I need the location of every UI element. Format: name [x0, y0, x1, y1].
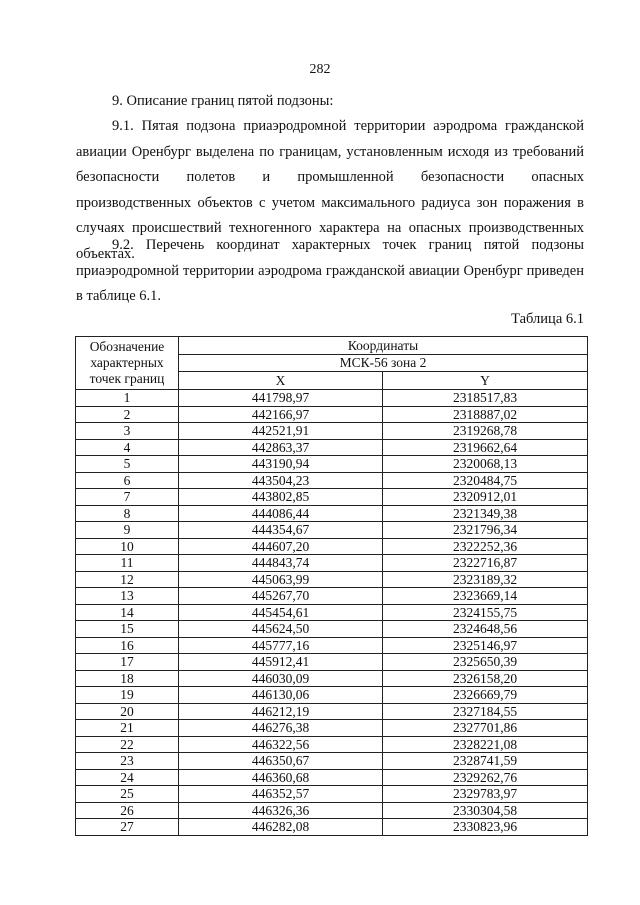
x-coordinate-cell: 445624,50	[179, 621, 383, 638]
table-row	[76, 736, 588, 753]
y-coordinate-cell: 2324648,56	[383, 621, 588, 638]
point-number-cell: 13	[76, 588, 179, 605]
table-row	[76, 802, 588, 819]
table-row	[76, 571, 588, 588]
table-row	[76, 819, 588, 836]
header-point-designation: Обозначение характерных точек границ	[76, 337, 179, 390]
x-coordinate-cell: 444607,20	[179, 538, 383, 555]
point-number-cell: 2	[76, 406, 179, 423]
y-coordinate-cell: 2322252,36	[383, 538, 588, 555]
point-number-cell: 15	[76, 621, 179, 638]
point-number-cell: 22	[76, 736, 179, 753]
x-coordinate-cell: 445912,41	[179, 654, 383, 671]
point-number-cell: 5	[76, 456, 179, 473]
table-row	[76, 472, 588, 489]
x-coordinate-cell: 446130,06	[179, 687, 383, 704]
y-coordinate-cell: 2327701,86	[383, 720, 588, 737]
point-number-cell: 23	[76, 753, 179, 770]
x-coordinate-cell: 443190,94	[179, 456, 383, 473]
x-coordinate-cell: 446030,09	[179, 670, 383, 687]
x-coordinate-cell: 445267,70	[179, 588, 383, 605]
table-row	[76, 423, 588, 440]
table-row	[76, 621, 588, 638]
y-coordinate-cell: 2328221,08	[383, 736, 588, 753]
y-coordinate-cell: 2329262,76	[383, 769, 588, 786]
x-coordinate-cell: 446282,08	[179, 819, 383, 836]
header-coordinates: Координаты	[179, 337, 588, 355]
point-number-cell: 10	[76, 538, 179, 555]
x-coordinate-cell: 443802,85	[179, 489, 383, 506]
table-row	[76, 439, 588, 456]
y-coordinate-cell: 2328741,59	[383, 753, 588, 770]
header-coordinate-system: МСК-56 зона 2	[179, 354, 588, 372]
coordinates-table	[75, 336, 588, 836]
y-coordinate-cell: 2325650,39	[383, 654, 588, 671]
y-coordinate-cell: 2320912,01	[383, 489, 588, 506]
point-number-cell: 14	[76, 604, 179, 621]
y-coordinate-cell: 2327184,55	[383, 703, 588, 720]
table-row	[76, 555, 588, 572]
y-coordinate-cell: 2329783,97	[383, 786, 588, 803]
table-row	[76, 637, 588, 654]
y-coordinate-cell: 2323669,14	[383, 588, 588, 605]
point-number-cell: 26	[76, 802, 179, 819]
x-coordinate-cell: 446350,67	[179, 753, 383, 770]
point-number-cell: 8	[76, 505, 179, 522]
table-row	[76, 588, 588, 605]
x-coordinate-cell: 446212,19	[179, 703, 383, 720]
y-coordinate-cell: 2326158,20	[383, 670, 588, 687]
point-number-cell: 12	[76, 571, 179, 588]
y-coordinate-cell: 2321796,34	[383, 522, 588, 539]
point-number-cell: 11	[76, 555, 179, 572]
x-coordinate-cell: 446276,38	[179, 720, 383, 737]
y-coordinate-cell: 2320484,75	[383, 472, 588, 489]
y-coordinate-cell: 2330304,58	[383, 802, 588, 819]
x-coordinate-cell: 442521,91	[179, 423, 383, 440]
x-coordinate-cell: 445777,16	[179, 637, 383, 654]
point-number-cell: 27	[76, 819, 179, 836]
x-coordinate-cell: 444843,74	[179, 555, 383, 572]
table-row	[76, 753, 588, 770]
table-row	[76, 406, 588, 423]
point-number-cell: 20	[76, 703, 179, 720]
table-row	[76, 786, 588, 803]
table-row	[76, 390, 588, 407]
point-number-cell: 21	[76, 720, 179, 737]
table-row	[76, 687, 588, 704]
point-number-cell: 9	[76, 522, 179, 539]
table-row	[76, 604, 588, 621]
y-coordinate-cell: 2318887,02	[383, 406, 588, 423]
x-coordinate-cell: 446322,56	[179, 736, 383, 753]
point-number-cell: 18	[76, 670, 179, 687]
table-row	[76, 769, 588, 786]
table-row	[76, 670, 588, 687]
x-coordinate-cell: 445454,61	[179, 604, 383, 621]
point-number-cell: 19	[76, 687, 179, 704]
y-coordinate-cell: 2330823,96	[383, 819, 588, 836]
table-row	[76, 456, 588, 473]
table-row	[76, 505, 588, 522]
x-coordinate-cell: 443504,23	[179, 472, 383, 489]
point-number-cell: 7	[76, 489, 179, 506]
point-number-cell: 25	[76, 786, 179, 803]
table-row	[76, 489, 588, 506]
point-number-cell: 24	[76, 769, 179, 786]
y-coordinate-cell: 2325146,97	[383, 637, 588, 654]
paragraph-9-1: 9.1. Пятая подзона приаэродромной территории аэродрома гражданской авиации Оренбург выделена по границам, установленным исходя из требований безопасности полетов и промышленной безопасности опасных производственных объектов с учетом максимального радиуса зон поражения в случаях происшествий техногенного характера на опасных производственных объектах.	[76, 118, 584, 262]
x-coordinate-cell: 445063,99	[179, 571, 383, 588]
x-coordinate-cell: 444354,67	[179, 522, 383, 539]
point-number-cell: 4	[76, 439, 179, 456]
table-caption: Таблица 6.1	[511, 311, 584, 327]
y-coordinate-cell: 2323189,32	[383, 571, 588, 588]
y-coordinate-cell: 2321349,38	[383, 505, 588, 522]
y-coordinate-cell: 2319662,64	[383, 439, 588, 456]
table-row	[76, 522, 588, 539]
table-row	[76, 538, 588, 555]
y-coordinate-cell: 2324155,75	[383, 604, 588, 621]
x-coordinate-cell: 442166,97	[179, 406, 383, 423]
table-row	[76, 720, 588, 737]
page-number: 282	[309, 62, 331, 77]
point-number-cell: 3	[76, 423, 179, 440]
y-coordinate-cell: 2319268,78	[383, 423, 588, 440]
x-coordinate-cell: 441798,97	[179, 390, 383, 407]
point-number-cell: 1	[76, 390, 179, 407]
x-coordinate-cell: 444086,44	[179, 505, 383, 522]
x-coordinate-cell: 442863,37	[179, 439, 383, 456]
table-body	[76, 390, 588, 836]
y-coordinate-cell: 2320068,13	[383, 456, 588, 473]
header-x: X	[179, 372, 383, 390]
y-coordinate-cell: 2326669,79	[383, 687, 588, 704]
y-coordinate-cell: 2318517,83	[383, 390, 588, 407]
table-row	[76, 654, 588, 671]
x-coordinate-cell: 446360,68	[179, 769, 383, 786]
point-number-cell: 17	[76, 654, 179, 671]
x-coordinate-cell: 446326,36	[179, 802, 383, 819]
section-heading: 9. Описание границ пятой подзоны:	[112, 93, 334, 109]
y-coordinate-cell: 2322716,87	[383, 555, 588, 572]
paragraph-9-2: 9.2. Перечень координат характерных точек границ пятой подзоны приаэродромной территории аэродрома гражданской авиации Оренбург приведен в таблице 6.1.	[76, 237, 584, 304]
table-row	[76, 703, 588, 720]
point-number-cell: 6	[76, 472, 179, 489]
header-y: Y	[383, 372, 588, 390]
point-number-cell: 16	[76, 637, 179, 654]
x-coordinate-cell: 446352,57	[179, 786, 383, 803]
